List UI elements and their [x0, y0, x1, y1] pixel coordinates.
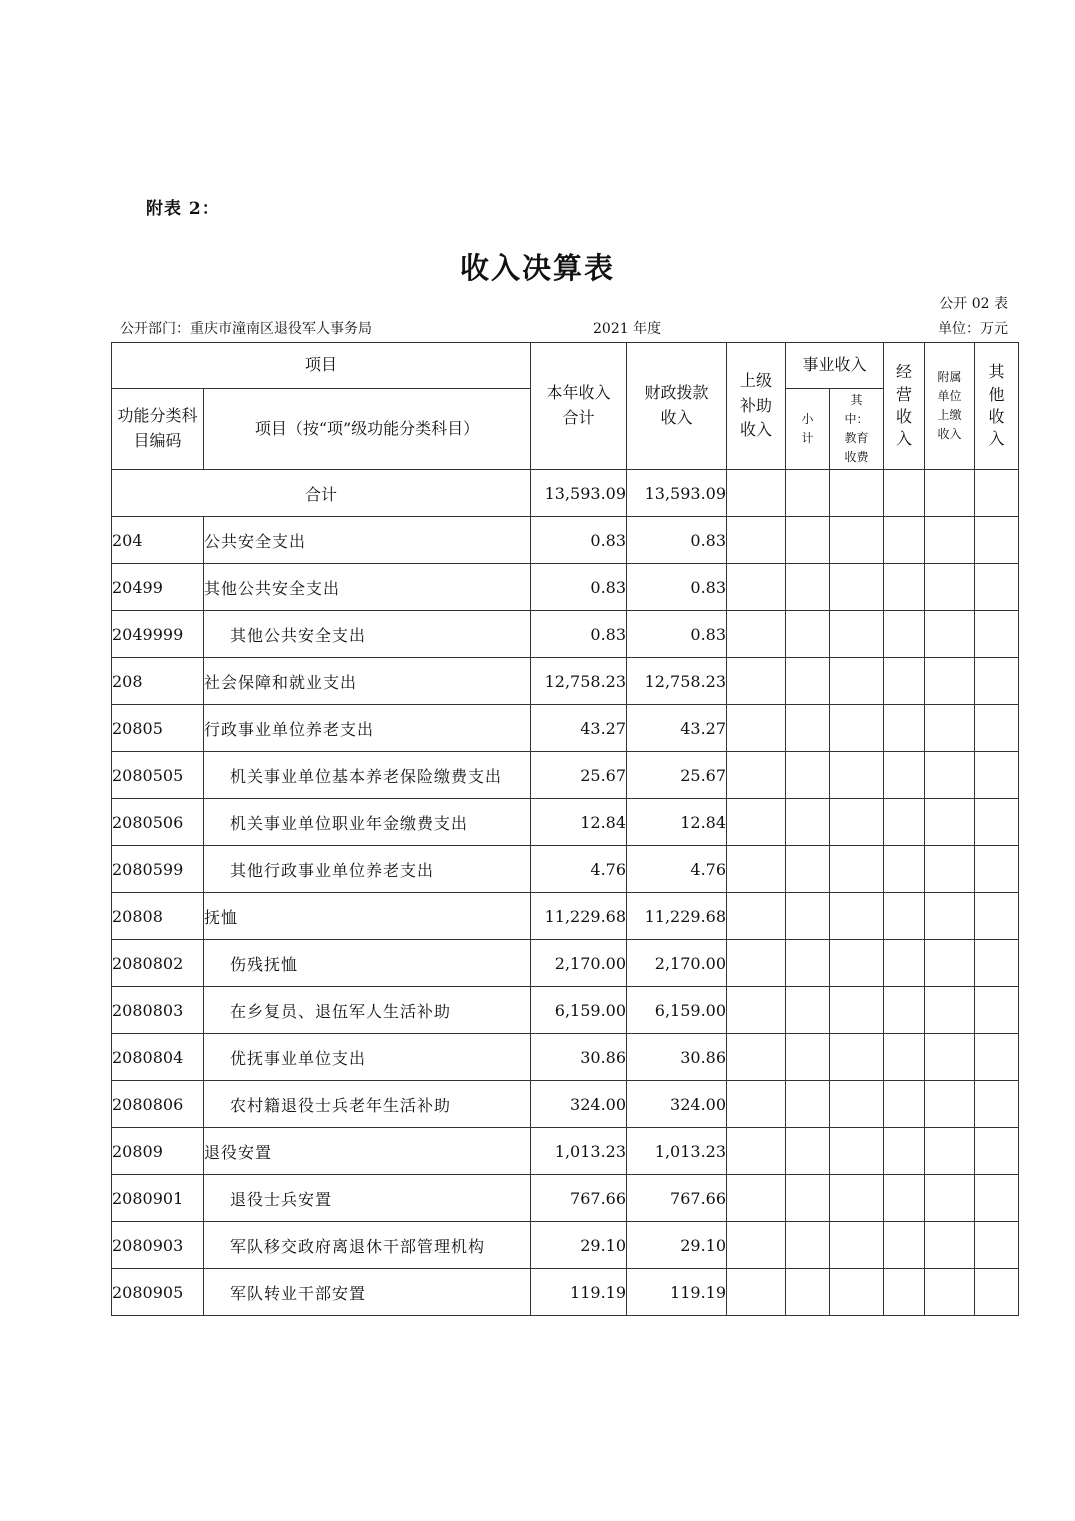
empty-cell	[884, 705, 925, 752]
empty-cell	[727, 893, 786, 940]
empty-cell	[786, 752, 830, 799]
row-total: 1,013.23	[531, 1128, 627, 1175]
total-row	[112, 470, 1019, 517]
row-fiscal: 767.66	[627, 1175, 727, 1222]
empty-cell	[975, 1269, 1019, 1316]
empty-cell	[925, 1222, 975, 1269]
empty-cell	[727, 940, 786, 987]
empty-cell	[786, 1222, 830, 1269]
page-title: 收入决算表	[459, 251, 615, 285]
empty-cell	[925, 987, 975, 1034]
income-table	[111, 342, 1019, 1316]
empty-cell	[925, 1081, 975, 1128]
empty-cell	[975, 658, 1019, 705]
empty-cell	[925, 893, 975, 940]
row-total: 0.83	[531, 611, 627, 658]
empty-cell	[925, 1175, 975, 1222]
empty-cell	[786, 1175, 830, 1222]
row-name: 军队转业干部安置	[204, 1269, 531, 1316]
total-row-label: 合计	[112, 470, 531, 517]
empty-cell	[830, 1081, 884, 1128]
table-row	[112, 987, 1019, 1034]
table-row	[112, 893, 1019, 940]
empty-cell	[727, 752, 786, 799]
row-name: 其他公共安全支出	[204, 611, 531, 658]
empty-cell	[830, 517, 884, 564]
empty-cell	[975, 1175, 1019, 1222]
header-superior-subsidy	[727, 343, 786, 470]
header-project: 项目	[112, 343, 531, 389]
empty-cell	[786, 987, 830, 1034]
row-code: 2080905	[112, 1269, 204, 1316]
empty-cell	[786, 517, 830, 564]
empty-cell	[925, 611, 975, 658]
empty-cell	[727, 1081, 786, 1128]
row-fiscal: 4.76	[627, 846, 727, 893]
empty-cell	[727, 1034, 786, 1081]
row-name: 优抚事业单位支出	[204, 1034, 531, 1081]
empty-cell	[786, 1034, 830, 1081]
row-code: 208	[112, 658, 204, 705]
header-total-income-text: 本年收入合计	[546, 383, 611, 427]
empty-cell	[884, 987, 925, 1034]
unit-label: 单位：万元	[938, 321, 1008, 337]
empty-cell	[830, 1128, 884, 1175]
row-fiscal: 30.86	[627, 1034, 727, 1081]
empty-cell	[975, 705, 1019, 752]
empty-cell	[975, 1128, 1019, 1175]
empty-cell	[925, 1034, 975, 1081]
empty-cell	[727, 658, 786, 705]
row-code: 2080802	[112, 940, 204, 987]
empty-cell	[925, 470, 975, 517]
row-name: 其他行政事业单位养老支出	[204, 846, 531, 893]
total-row-total: 13,593.09	[531, 470, 627, 517]
row-fiscal: 0.83	[627, 564, 727, 611]
empty-cell	[975, 846, 1019, 893]
row-code: 2049999	[112, 611, 204, 658]
row-fiscal: 119.19	[627, 1269, 727, 1316]
empty-cell	[884, 611, 925, 658]
empty-cell	[727, 564, 786, 611]
row-total: 767.66	[531, 1175, 627, 1222]
department-label: 公开部门：重庆市潼南区退役军人事务局	[120, 321, 372, 337]
empty-cell	[727, 470, 786, 517]
header-fiscal-income	[627, 343, 727, 470]
table-row	[112, 705, 1019, 752]
empty-cell	[925, 1128, 975, 1175]
empty-cell	[884, 1269, 925, 1316]
table-row	[112, 1175, 1019, 1222]
header-subtotal-text: 小计	[801, 411, 814, 445]
empty-cell	[727, 987, 786, 1034]
empty-cell	[884, 1175, 925, 1222]
table-row	[112, 564, 1019, 611]
header-func-code-text: 功能分类科目编码	[117, 406, 198, 450]
row-fiscal: 324.00	[627, 1081, 727, 1128]
table-row	[112, 799, 1019, 846]
row-code: 2080804	[112, 1034, 204, 1081]
empty-cell	[884, 1222, 925, 1269]
header-total-income	[531, 343, 627, 470]
row-code: 204	[112, 517, 204, 564]
table-row	[112, 1222, 1019, 1269]
row-name: 社会保障和就业支出	[204, 658, 531, 705]
row-fiscal: 29.10	[627, 1222, 727, 1269]
row-code: 2080599	[112, 846, 204, 893]
row-name: 其他公共安全支出	[204, 564, 531, 611]
empty-cell	[786, 799, 830, 846]
header-superior-subsidy-text: 上级补助收入	[740, 370, 773, 440]
table-row	[112, 611, 1019, 658]
empty-cell	[786, 470, 830, 517]
table-row	[112, 517, 1019, 564]
header-func-code	[112, 389, 204, 470]
empty-cell	[884, 658, 925, 705]
row-name: 退役士兵安置	[204, 1175, 531, 1222]
empty-cell	[884, 1081, 925, 1128]
row-total: 0.83	[531, 517, 627, 564]
row-total: 11,229.68	[531, 893, 627, 940]
empty-cell	[727, 611, 786, 658]
empty-cell	[786, 893, 830, 940]
table-row	[112, 658, 1019, 705]
header-edu-fee	[830, 389, 884, 470]
empty-cell	[830, 705, 884, 752]
row-name: 公共安全支出	[204, 517, 531, 564]
row-fiscal: 0.83	[627, 517, 727, 564]
header-other-income	[975, 343, 1019, 470]
empty-cell	[727, 1175, 786, 1222]
row-code: 2080803	[112, 987, 204, 1034]
row-total: 29.10	[531, 1222, 627, 1269]
row-total: 2,170.00	[531, 940, 627, 987]
empty-cell	[786, 1269, 830, 1316]
empty-cell	[830, 846, 884, 893]
empty-cell	[830, 799, 884, 846]
table-row	[112, 1128, 1019, 1175]
empty-cell	[727, 517, 786, 564]
header-edu-fee-text: 其中：教育收费	[844, 392, 869, 465]
empty-cell	[830, 611, 884, 658]
header-affiliated-income-text: 附属单位上缴收入	[937, 369, 962, 442]
header-affiliated-income	[925, 343, 975, 470]
row-fiscal: 1,013.23	[627, 1128, 727, 1175]
empty-cell	[925, 705, 975, 752]
empty-cell	[975, 752, 1019, 799]
empty-cell	[830, 1034, 884, 1081]
empty-cell	[830, 893, 884, 940]
empty-cell	[884, 517, 925, 564]
row-total: 43.27	[531, 705, 627, 752]
empty-cell	[884, 799, 925, 846]
row-name: 农村籍退役士兵老年生活补助	[204, 1081, 531, 1128]
row-fiscal: 6,159.00	[627, 987, 727, 1034]
row-total: 12,758.23	[531, 658, 627, 705]
year-label: 2021 年度	[593, 321, 662, 337]
header-operating-income	[884, 343, 925, 470]
row-fiscal: 11,229.68	[627, 893, 727, 940]
row-total: 119.19	[531, 1269, 627, 1316]
row-total: 0.83	[531, 564, 627, 611]
row-fiscal: 12.84	[627, 799, 727, 846]
empty-cell	[975, 611, 1019, 658]
empty-cell	[786, 1081, 830, 1128]
empty-cell	[975, 517, 1019, 564]
row-code: 2080506	[112, 799, 204, 846]
row-code: 2080505	[112, 752, 204, 799]
row-fiscal: 0.83	[627, 611, 727, 658]
empty-cell	[884, 846, 925, 893]
empty-cell	[830, 1175, 884, 1222]
row-total: 25.67	[531, 752, 627, 799]
empty-cell	[925, 658, 975, 705]
header-subtotal	[786, 389, 830, 470]
row-code: 2080901	[112, 1175, 204, 1222]
header-other-income-text: 其他收入	[988, 362, 1005, 449]
row-name: 退役安置	[204, 1128, 531, 1175]
empty-cell	[884, 470, 925, 517]
empty-cell	[727, 1269, 786, 1316]
table-row	[112, 1034, 1019, 1081]
empty-cell	[786, 1128, 830, 1175]
table-row	[112, 752, 1019, 799]
row-code: 2080806	[112, 1081, 204, 1128]
row-total: 30.86	[531, 1034, 627, 1081]
empty-cell	[925, 1269, 975, 1316]
table-row	[112, 846, 1019, 893]
empty-cell	[925, 752, 975, 799]
empty-cell	[830, 564, 884, 611]
row-fiscal: 12,758.23	[627, 658, 727, 705]
row-name: 机关事业单位基本养老保险缴费支出	[204, 752, 531, 799]
empty-cell	[830, 987, 884, 1034]
empty-cell	[975, 940, 1019, 987]
row-name: 在乡复员、退伍军人生活补助	[204, 987, 531, 1034]
row-name: 伤残抚恤	[204, 940, 531, 987]
row-fiscal: 2,170.00	[627, 940, 727, 987]
empty-cell	[786, 846, 830, 893]
empty-cell	[884, 893, 925, 940]
row-code: 20809	[112, 1128, 204, 1175]
row-code: 20499	[112, 564, 204, 611]
row-name: 军队移交政府离退休干部管理机构	[204, 1222, 531, 1269]
empty-cell	[830, 1222, 884, 1269]
empty-cell	[830, 658, 884, 705]
empty-cell	[884, 1034, 925, 1081]
empty-cell	[925, 846, 975, 893]
empty-cell	[975, 893, 1019, 940]
table-row	[112, 1081, 1019, 1128]
header-item-name: 项目（按“项”级功能分类科目）	[204, 389, 531, 470]
empty-cell	[727, 799, 786, 846]
empty-cell	[786, 940, 830, 987]
empty-cell	[786, 705, 830, 752]
row-name: 抚恤	[204, 893, 531, 940]
row-fiscal: 25.67	[627, 752, 727, 799]
total-row-fiscal: 13,593.09	[627, 470, 727, 517]
empty-cell	[786, 658, 830, 705]
empty-cell	[884, 752, 925, 799]
attachment-label: 附表 2：	[146, 199, 220, 219]
empty-cell	[975, 799, 1019, 846]
empty-cell	[975, 987, 1019, 1034]
empty-cell	[727, 1222, 786, 1269]
row-name: 行政事业单位养老支出	[204, 705, 531, 752]
empty-cell	[975, 1222, 1019, 1269]
row-name: 机关事业单位职业年金缴费支出	[204, 799, 531, 846]
header-row-1	[112, 343, 1019, 389]
header-operating-income-text: 经营收入	[896, 362, 913, 449]
empty-cell	[786, 564, 830, 611]
table-row	[112, 1269, 1019, 1316]
table-row	[112, 940, 1019, 987]
empty-cell	[727, 1128, 786, 1175]
empty-cell	[925, 799, 975, 846]
row-fiscal: 43.27	[627, 705, 727, 752]
row-total: 6,159.00	[531, 987, 627, 1034]
empty-cell	[830, 1269, 884, 1316]
header-fiscal-income-text: 财政拨款收入	[644, 383, 709, 427]
empty-cell	[925, 564, 975, 611]
info-row	[120, 318, 1008, 338]
row-code: 20808	[112, 893, 204, 940]
empty-cell	[830, 470, 884, 517]
empty-cell	[727, 846, 786, 893]
empty-cell	[727, 705, 786, 752]
empty-cell	[925, 517, 975, 564]
empty-cell	[830, 940, 884, 987]
empty-cell	[975, 1081, 1019, 1128]
row-total: 12.84	[531, 799, 627, 846]
row-code: 20805	[112, 705, 204, 752]
empty-cell	[884, 940, 925, 987]
table-code: 公开 02 表	[939, 296, 1008, 312]
empty-cell	[975, 1034, 1019, 1081]
empty-cell	[884, 564, 925, 611]
row-code: 2080903	[112, 1222, 204, 1269]
empty-cell	[975, 470, 1019, 517]
row-total: 4.76	[531, 846, 627, 893]
empty-cell	[884, 1128, 925, 1175]
empty-cell	[786, 611, 830, 658]
empty-cell	[830, 752, 884, 799]
row-total: 324.00	[531, 1081, 627, 1128]
header-business-income: 事业收入	[786, 343, 884, 389]
empty-cell	[925, 940, 975, 987]
empty-cell	[975, 564, 1019, 611]
